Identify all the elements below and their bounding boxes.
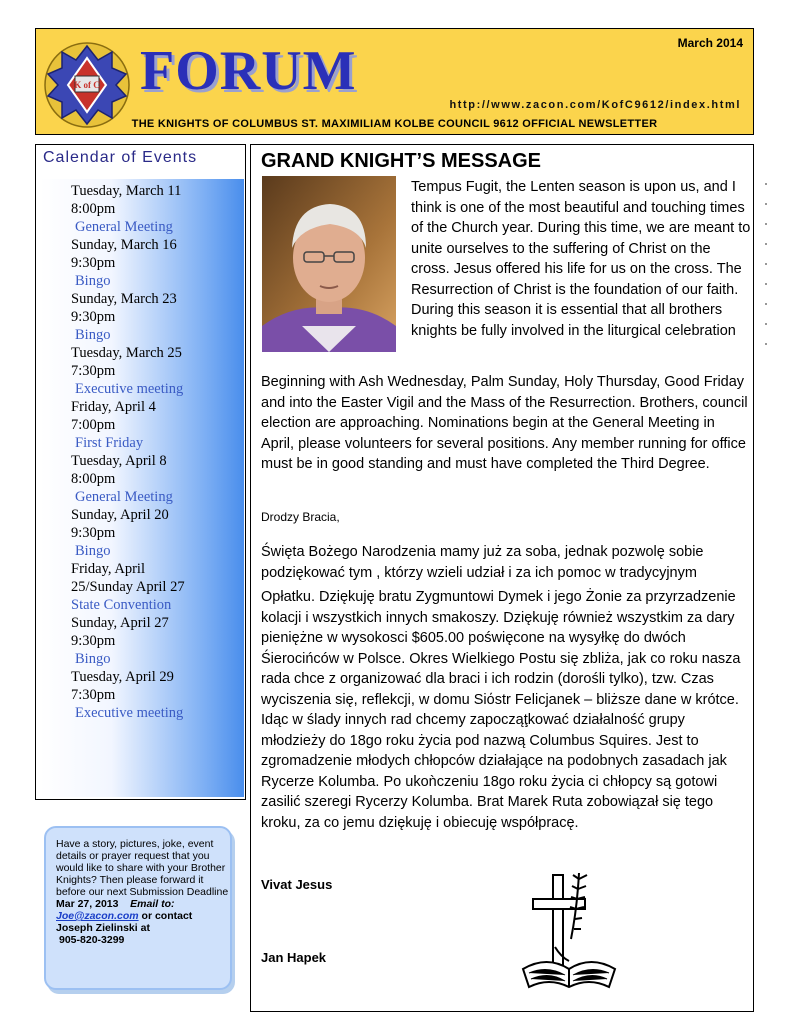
event-item <box>71 182 201 236</box>
easter-paragraph: Beginning with Ash Wednesday, Palm Sunday, Holy Thursday, Good Friday and into the Easter Vigil and the Mass of the Resurrection. Brothers, council election are approaching. Nominations begin at the General Meeting in April, please volunteers for several positions. Any member running for office must be in good standing and must have completed the Third Degree. <box>261 374 748 472</box>
page-edge-marks <box>763 180 769 350</box>
event-time: 7:30pm <box>71 687 116 703</box>
event-name: Executive meeting <box>75 705 184 721</box>
event-name: Bingo <box>75 327 111 343</box>
email-link[interactable]: Joe@zacon.com <box>56 910 139 922</box>
event-list <box>71 182 201 722</box>
website-link[interactable]: http://www.zacon.com/KofC9612/index.html <box>449 99 741 111</box>
event-time: 7:30pm <box>71 363 116 379</box>
event-name: First Friday <box>75 435 144 451</box>
event-date: Sunday, March 23 <box>71 291 177 307</box>
article-title: GRAND KNIGHT’S MESSAGE <box>261 150 542 172</box>
submission-callout <box>44 826 232 990</box>
contact-phone: 905-820-3299 <box>59 934 125 946</box>
event-time: 9:30pm <box>71 255 116 271</box>
event-time: 9:30pm <box>71 525 116 541</box>
event-date: Tuesday, March 25 <box>71 345 182 361</box>
closing-salutation: Vivat Jesus <box>261 877 333 892</box>
newsletter-title: FORUM <box>140 40 357 102</box>
event-date: Sunday, March 16 <box>71 237 177 253</box>
submission-deadline: Mar 27, 2013 <box>56 898 119 910</box>
event-time: 8:00pm <box>71 201 116 217</box>
knights-of-columbus-emblem-icon <box>42 40 132 130</box>
newsletter-subtitle: THE KNIGHTS OF COLUMBUS ST. MAXIMILIAM KOLBE COUNCIL 9612 OFFICIAL NEWSLETTER <box>131 118 658 130</box>
event-time: 7:00pm <box>71 417 116 433</box>
polish-greeting: Drodzy Bracia, <box>261 510 340 524</box>
issue-date: March 2014 <box>677 36 743 50</box>
submission-message: Have a story, pictures, joke, event details or prayer request that you would like to share with your Brother Knights? Then please forward it before our next Submission Deadline <box>56 838 229 898</box>
event-date: Sunday, April 20 <box>71 507 169 523</box>
newsletter-header <box>35 28 754 135</box>
signature-name: Jan Hapek <box>261 950 327 965</box>
event-name: State Convention <box>71 597 172 613</box>
event-time: 8:00pm <box>71 471 116 487</box>
event-date: Tuesday, March 11 <box>71 183 182 199</box>
grand-knight-message <box>250 144 754 1012</box>
or-contact-text: or contact <box>141 910 193 922</box>
event-date: Friday, April 4 <box>71 399 156 415</box>
event-time: 9:30pm <box>71 633 116 649</box>
event-item <box>71 614 201 668</box>
event-item <box>71 344 201 398</box>
event-item <box>71 398 201 452</box>
event-item <box>71 236 201 290</box>
polish-paragraph-part1: Święta Bożego Narodzenia mamy już za soba, jednak pozwolę sobie podziękować tym , którzy wzieli udział i za ich pomoc w tradycyjnym <box>261 544 704 581</box>
email-label: Email to: <box>130 898 175 910</box>
polish-paragraph-part2: Opłatku. Dziękuję bratu Zygmuntowi Dymek i jego Żonie za przyrzadzenie kolacji i wszystkich innych smakoszy. Dziękuję również wszystkim za dary pieniężne w wysokosci $605.00 poświęcone na wysyłkę do dwóch Śierocińców w Polsce. Okres Wielkiego Postu się zbliża, jak co roku nasza rada chce z organizować dla braci i ich rodzin (dorośli tylko), tzw. Czas wyciszenia się, reflekcji, w domu Siόstr Felicjanek – bliższe dane w krótce. Idąc w ślady innych rad chcemy zapocząţkować działalność grupy młodzieży do 18go roku życia pod nazwą Columbus Squires. Jest to zgromadzenie młodych chłopców działające na podobnych zasadach jak Rycerze Kolumba. Po ukoǹczeniu 18go roku życia ci chłopcy są gotowi zasilić szeregi Rycerzy Kolumba. Brat Marek Ruta zobowiązał się tego kroku, za co jemu dziękuję i obiecuję współpracę. <box>261 589 741 831</box>
grand-knight-portrait <box>262 176 396 352</box>
event-item <box>71 506 201 560</box>
event-time: 9:30pm <box>71 309 116 325</box>
event-item <box>71 452 201 506</box>
event-name: Bingo <box>75 273 111 289</box>
event-date: Tuesday, April 8 <box>71 453 167 469</box>
event-item <box>71 668 201 722</box>
calendar-of-events <box>35 144 246 800</box>
event-date: Sunday, April 27 <box>71 615 169 631</box>
event-name: Bingo <box>75 543 111 559</box>
event-date: Tuesday, April 29 <box>71 669 174 685</box>
event-date: Friday, April 25/Sunday April 27 <box>71 561 185 595</box>
event-name: Executive meeting <box>75 381 184 397</box>
contact-name: Joseph Zielinski at <box>56 922 150 934</box>
event-name: General Meeting <box>75 219 173 235</box>
event-name: Bingo <box>75 651 111 667</box>
event-name: General Meeting <box>75 489 173 505</box>
submission-text <box>56 838 232 946</box>
logo-text: K of C <box>74 80 100 90</box>
event-item <box>71 560 201 614</box>
calendar-title: Calendar of Events <box>43 149 198 166</box>
intro-paragraph: Tempus Fugit, the Lenten season is upon us, and I think is one of the most beautiful and touching times of the Church year. During this time, we are meant to unite ourselves to the suffering of Christ on the cross. Jesus offered his life for us on the cross. The Resurrection of Christ is the foundation of our faith. During this season it is essential that all brothers knights be fully involved in the liturgical celebration <box>411 179 751 339</box>
polish-paragraph <box>261 542 749 833</box>
cross-and-bible-icon <box>519 869 619 993</box>
event-item <box>71 290 201 344</box>
